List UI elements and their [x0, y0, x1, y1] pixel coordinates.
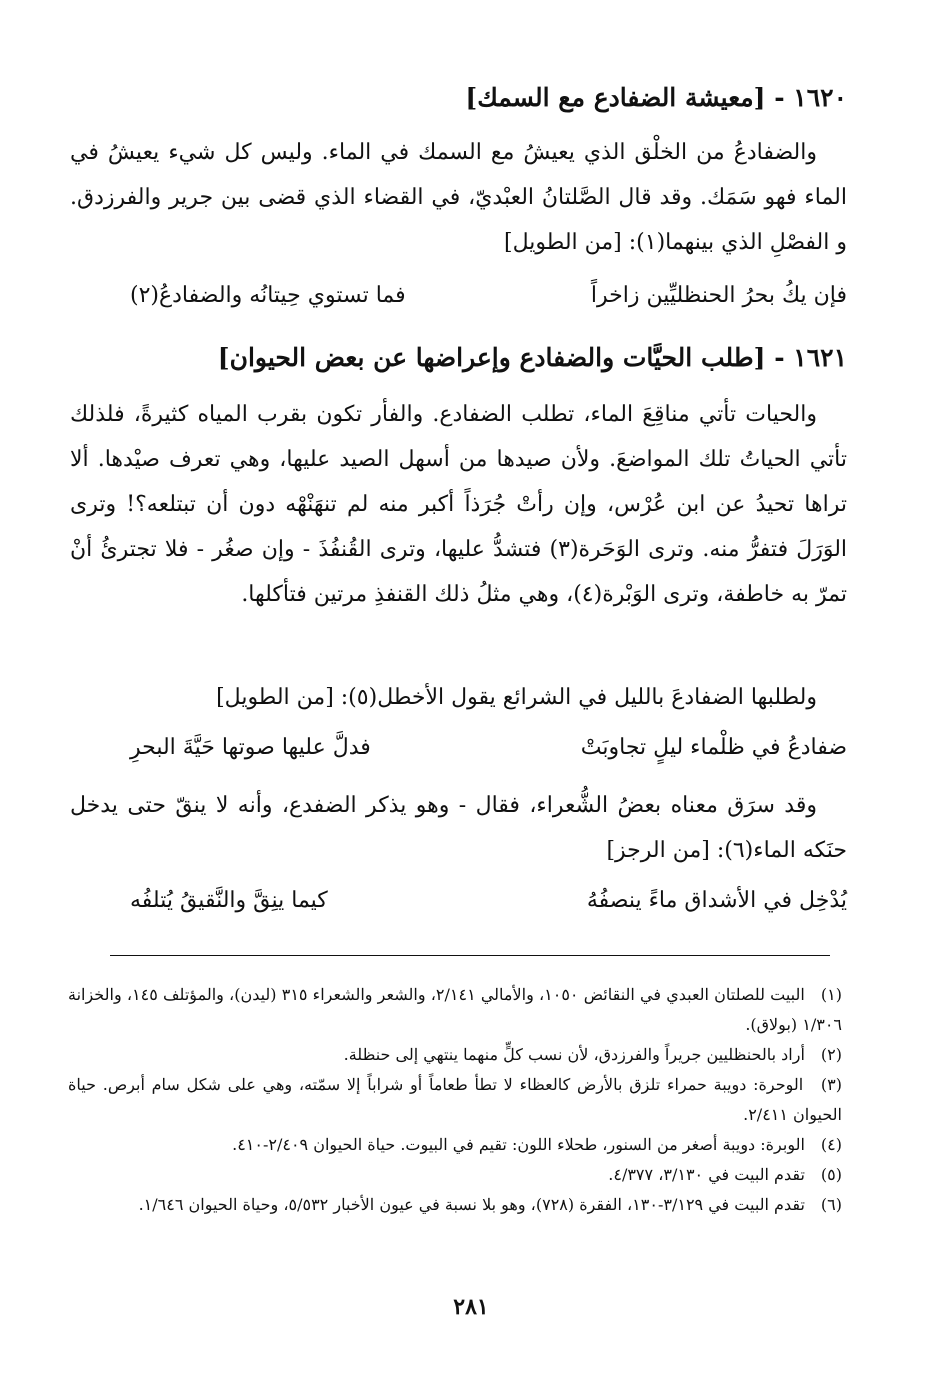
footnote-6-number: (٦) — [820, 1195, 842, 1214]
footnote-separator — [110, 955, 830, 956]
footnote-2 — [68, 1040, 842, 1070]
paragraph-1621-akhtal: ولطلبها الضفادعَ بالليل في الشرائع يقول الأخطل(٥): [من الطويل] — [216, 685, 817, 710]
paragraph-1621-poet: وقد سرَق معناه بعضُ الشُّعراء، فقال - وهو يذكر الضفدع، وأنه لا ينقّ حتى يدخل حنَكه الماء(٦): [من الرجز] — [70, 793, 847, 863]
footnote-6-text: تقدم البيت في ٣/١٢٩-١٣٠، الفقرة (٧٢٨)، وهو بلا نسبة في عيون الأخبار ٥/٥٣٢، وحياة الحيوان ١/٦٤٦. — [138, 1195, 805, 1214]
verse-1 — [130, 273, 847, 318]
section-heading-1621: ١٦٢١ - [طلب الحيَّات والضفادع وإعراضها عن بعض الحيوان] — [217, 343, 847, 372]
footnote-6 — [68, 1190, 842, 1220]
paragraph-1620: والضفادعُ من الخلْق الذي يعيشُ مع السمك في الماء. وليس كل شيء يعيشُ في الماء فهو سَمَك. وقد قال الصَّلتانُ العبْديّ، في القضاء الذي قضى بين جرير والفرزدق. و الفصْلِ الذي بينهما(١): [من الطويل] — [70, 140, 847, 255]
verse-3 — [130, 878, 847, 923]
verse-2-first-hemistich: ضفادعُ في ظلْماء ليلٍ تجاوبَتْ — [580, 735, 847, 760]
verse-3-first-hemistich: يُدْخِل في الأشداق ماءً ينصفُهُ — [586, 888, 847, 913]
footnotes — [68, 980, 842, 1220]
footnote-1-number: (١) — [820, 985, 843, 1004]
footnote-3 — [68, 1070, 842, 1130]
footnote-2-number: (٢) — [820, 1045, 842, 1064]
footnote-1-text: البيت للصلتان العبدي في النقائض ١٠٥٠، والأمالي ٢/١٤١، والشعر والشعراء ٣١٥ (ليدن)، والمؤتلف ١٤٥، والخزانة ١/٣٠٦ (بولاق). — [68, 985, 842, 1034]
verse-3-second-hemistich: كيما ينِقَّ والنَّقيقُ يُتلفُه — [130, 888, 328, 913]
page-number: ٢٨١ — [453, 1294, 489, 1320]
footnote-3-number: (٣) — [820, 1075, 842, 1094]
verse-1-second-hemistich: فما تستوي حِيتانُه والضفادعُ(٢) — [130, 283, 406, 308]
section-heading-1620: ١٦٢٠ - [معيشة الضفادع مع السمك] — [465, 83, 847, 112]
footnote-5-number: (٥) — [820, 1165, 842, 1184]
footnote-2-text: أراد بالحنظليين جريراً والفرزدق، لأن نسب كلٍّ منهما ينتهي إلى حنظلة. — [343, 1045, 805, 1064]
footnote-4-number: (٤) — [820, 1135, 842, 1154]
footnote-3-text: الوحرة: دويبة حمراء تلزق بالأرض كالعظاء لا تطأ طعاماً أو شراباً إلا سمّته، وهي على شكل سام أبرص. حياة الحيوان ٢/٤١١. — [68, 1075, 842, 1124]
paragraph-1621: والحيات تأتي مناقِعَ الماء، تطلب الضفادع. والفأر تكون بقرب المياه كثيرةً، فلذلك تأتي الحياتُ تلك المواضعَ. ولأن صيدها من أسهل الصيد عليها، وهي تعرف صيْدها. ألا تراها تحيدُ عن ابن عُرْس، وإن رأتْ جُرَذاً أكبر منه لم تنهَنْهْه دون أن تبتلعه؟! وترى الوَرَلَ فتفرُّ منه. وترى الوَحَرة(٣) فتشدُّ عليها، وترى القُنفُذَ - وإن صغُر - فلا تجترئُ أنْ تمرّ به خاطفة، وترى الوَبْرة(٤)، وهي مثلُ ذلك القنفذِ مرتين فتأكلها. — [70, 402, 848, 607]
footnote-4 — [68, 1130, 842, 1160]
verse-2 — [130, 725, 847, 770]
verse-1-first-hemistich: فإن يكُ بحرُ الحنظليِّين زاخراً — [590, 283, 847, 308]
footnote-1 — [68, 980, 842, 1040]
footnote-5-text: تقدم البيت في ٣/١٣٠، ٤/٣٧٧. — [608, 1165, 805, 1184]
footnote-4-text: الوبرة: دويبة أصغر من السنور، طحلاء اللون: تقيم في البيوت. حياة الحيوان ٢/٤٠٩-٤١٠. — [232, 1135, 805, 1154]
verse-2-second-hemistich: فدلَّ عليها صوتها حَيَّةَ البحرِ — [130, 735, 371, 760]
footnote-5 — [68, 1160, 842, 1190]
